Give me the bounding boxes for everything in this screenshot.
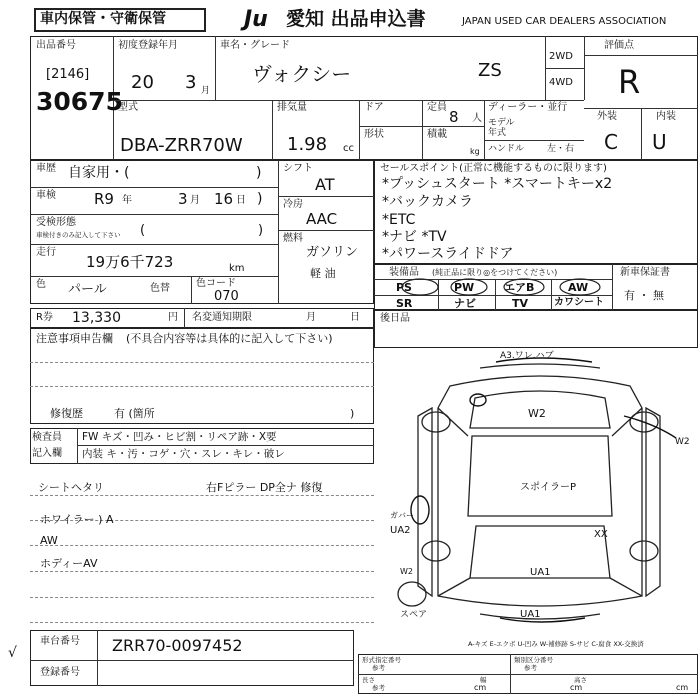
- seats-unit: 人: [472, 113, 482, 124]
- registration-month: 3: [185, 72, 197, 93]
- equipment-leather-seat: カワシート: [554, 297, 604, 308]
- acceptance-note: 車検付きのみ記入して下さい: [36, 231, 121, 239]
- mileage-value: 19万6千723: [86, 253, 174, 271]
- car-grade: ZS: [478, 60, 502, 81]
- diagram-mark-trunk: UA1: [530, 567, 551, 578]
- reg-number-label: 登録番号: [40, 667, 80, 678]
- form-spec-ref-3: 参考: [372, 684, 385, 692]
- shape-label: 形状: [364, 129, 384, 140]
- equipment-airbag: エアB: [504, 281, 535, 294]
- inspector-row-2: 内装 キ・汚・コゲ・穴・スレ・キレ・破レ: [82, 448, 285, 460]
- margin-check-mark: √: [8, 645, 17, 661]
- diagram-mark-right: W2: [675, 437, 690, 447]
- mileage-unit: km: [229, 263, 245, 274]
- inspection-year-unit: 年: [122, 195, 132, 206]
- damage-legend: A-キズ E-エクボ U-凹み W-補修跡 S-サビ C-腐食 XX-交換済: [468, 640, 644, 648]
- equipment-label: 装備品: [389, 267, 419, 278]
- lot-small-number: [2146]: [46, 67, 90, 82]
- history-close: ): [256, 165, 262, 181]
- diagram-mark-left-rear: W2: [400, 567, 413, 576]
- brand-logo: Ju: [244, 7, 268, 32]
- diagram-mark-xx: XX: [594, 529, 608, 540]
- acceptance-close: ): [258, 223, 264, 238]
- equipment-pw: PW: [454, 281, 475, 294]
- car-name-label: 車名・グレード: [220, 40, 290, 51]
- equipment-aw: AW: [568, 281, 589, 294]
- type-value: DBA-ZRR70W: [120, 135, 243, 156]
- inspection-month: 3: [178, 190, 188, 208]
- equipment-tv: TV: [512, 297, 529, 310]
- registration-month-unit: 月: [201, 86, 211, 96]
- handwritten-note-3: ホワイラー ) A: [40, 513, 114, 526]
- type-label: 型式: [118, 102, 138, 113]
- handwritten-note-5: ホディーAV: [40, 557, 98, 570]
- chassis-label: 車台番号: [40, 636, 80, 647]
- diagram-mark-left: UA2: [390, 525, 411, 536]
- seats-label: 定員: [427, 102, 447, 113]
- notice-month: 月: [306, 312, 316, 323]
- repair-history-value: 有 (箇所: [114, 407, 155, 420]
- tax-label: R券: [36, 312, 53, 323]
- height-unit: cm: [676, 683, 689, 692]
- association-name: JAPAN USED CAR DEALERS ASSOCIATION: [462, 16, 667, 27]
- chassis-number: ZRR70-0097452: [112, 636, 243, 655]
- class-number-label: 類別区分番号: [514, 656, 553, 664]
- dealer-label: ディーラー・並行: [488, 102, 568, 113]
- doors-label: ドア: [364, 102, 384, 113]
- interior-label: 内装: [656, 111, 676, 122]
- history-value: 自家用・(: [68, 165, 130, 181]
- acceptance-label: 受検形態: [36, 217, 76, 228]
- drive-4wd: 4WD: [549, 77, 573, 88]
- notes-sub: (不具合内容等は具体的に記入して下さい): [126, 332, 333, 345]
- notice-label: 名変通知期限: [192, 312, 252, 323]
- lot-number: 30675: [36, 87, 123, 116]
- registration-label: 初度登録年月: [118, 40, 178, 51]
- length-label: 長さ: [362, 676, 375, 684]
- form-spec-ref-2: 参考: [524, 664, 537, 672]
- exterior-grade: C: [604, 130, 618, 154]
- grade-score: R: [618, 63, 641, 101]
- color-change-label: 色替: [150, 283, 170, 294]
- fuel-value: ガソリン: [306, 245, 359, 260]
- car-name: ヴォクシー: [252, 62, 352, 86]
- repair-history-label: 修復歴: [50, 407, 83, 420]
- form-spec-ref-1: 参考: [372, 664, 385, 672]
- handwritten-note-4: AW: [40, 534, 58, 547]
- grade-label: 評価点: [604, 40, 634, 51]
- inspection-era: R9: [94, 190, 114, 208]
- drive-2wd: 2WD: [549, 51, 573, 62]
- inspector-entry-label: 記入欄: [32, 448, 62, 459]
- displacement-unit: cc: [343, 143, 354, 154]
- shift-label: シフト: [283, 163, 313, 174]
- equipment-note: (純正品に限り◎をつけてください): [432, 268, 558, 277]
- handle-label: ハンドル: [488, 144, 525, 154]
- inspection-label: 車検: [36, 190, 56, 201]
- storage-stamp-text: 車内保管・守衛保管: [40, 11, 166, 27]
- sales-points-label: セールスポイント(正常に機能するものに限ります): [380, 163, 607, 174]
- notes-label: 注意事項申告欄: [36, 332, 113, 345]
- interior-grade: U: [652, 130, 667, 154]
- sales-point-1: *プッシュスタート *スマートキーx2: [382, 176, 613, 192]
- length-unit: cm: [474, 683, 487, 692]
- form-spec-number-label: 形式指定番号: [362, 656, 401, 664]
- color-code-label: 色コード: [196, 278, 236, 289]
- fuel-diesel: 軽 油: [310, 267, 336, 280]
- diagram-mark-hood: W2: [528, 407, 546, 420]
- color-value: パール: [68, 282, 107, 297]
- notice-day: 日: [350, 312, 360, 323]
- later-items-box: [374, 310, 698, 348]
- equipment-ps: PS: [396, 281, 412, 294]
- history-label: 車歴: [36, 163, 56, 174]
- inspector-label: 検査員: [32, 432, 62, 443]
- fuel-label: 燃料: [283, 233, 303, 244]
- exterior-label: 外装: [597, 111, 617, 122]
- equipment-circles: [374, 264, 614, 310]
- load-unit: kg: [470, 147, 480, 156]
- color-label: 色: [36, 279, 46, 290]
- inspector-row-1: FW キズ・凹み・ヒビ割・リペア跡・X要: [82, 431, 277, 443]
- sales-point-2: *バックカメラ: [382, 194, 473, 210]
- seats-value: 8: [449, 108, 459, 126]
- mileage-label: 走行: [36, 247, 56, 258]
- color-code: 070: [214, 289, 239, 304]
- diagram-mark-left-top: ガバー: [390, 511, 414, 520]
- model-label: モデル: [488, 118, 515, 128]
- tax-unit: 円: [168, 312, 178, 323]
- repair-history-close: ): [350, 407, 355, 420]
- height-label: 高さ: [574, 676, 587, 684]
- equipment-navi: ナビ: [454, 297, 476, 310]
- registration-year: 20: [131, 72, 154, 93]
- later-items-label: 後日品: [380, 313, 410, 324]
- inspection-close: ): [257, 191, 263, 207]
- diagram-mark-roof: スポイラーP: [520, 482, 577, 493]
- equipment-sr: SR: [396, 297, 413, 310]
- year-model-label: 年式: [488, 128, 507, 138]
- handwritten-note-2: 右Fピラー DP全ナ 修復: [206, 481, 323, 494]
- ac-value: AAC: [306, 210, 338, 228]
- displacement-value: 1.98: [287, 134, 328, 155]
- ac-label: 冷房: [283, 199, 303, 210]
- handwritten-note-1: シートヘタリ: [38, 481, 104, 494]
- sales-point-5: *パワースライドドア: [382, 246, 514, 262]
- insurance-label: 新車保証書: [620, 267, 670, 278]
- inspection-month-unit: 月: [190, 195, 200, 206]
- width-unit: cm: [570, 683, 583, 692]
- sales-point-3: *ETC: [382, 212, 416, 228]
- width-label: 幅: [480, 676, 487, 684]
- inspection-day: 16: [214, 190, 234, 208]
- sales-point-4: *ナビ *TV: [382, 229, 447, 245]
- acceptance-open: (: [140, 223, 146, 238]
- diagram-mark-bottom: UA1: [520, 609, 541, 620]
- load-label: 積載: [427, 129, 447, 140]
- lot-number-label: 出品番号: [36, 40, 76, 51]
- handle-options: 左・右: [547, 144, 575, 154]
- displacement-label: 排気量: [277, 102, 307, 113]
- shift-value: AT: [315, 175, 335, 194]
- spare-label: スペア: [400, 610, 428, 620]
- diagram-mark-top: A3.ワレ.ハブ: [500, 351, 554, 361]
- form-title: 愛知 出品申込書: [286, 8, 426, 30]
- inspection-day-unit: 日: [236, 195, 246, 206]
- tax-value: 13,330: [72, 310, 121, 326]
- insurance-value: 有 ・ 無: [624, 289, 664, 302]
